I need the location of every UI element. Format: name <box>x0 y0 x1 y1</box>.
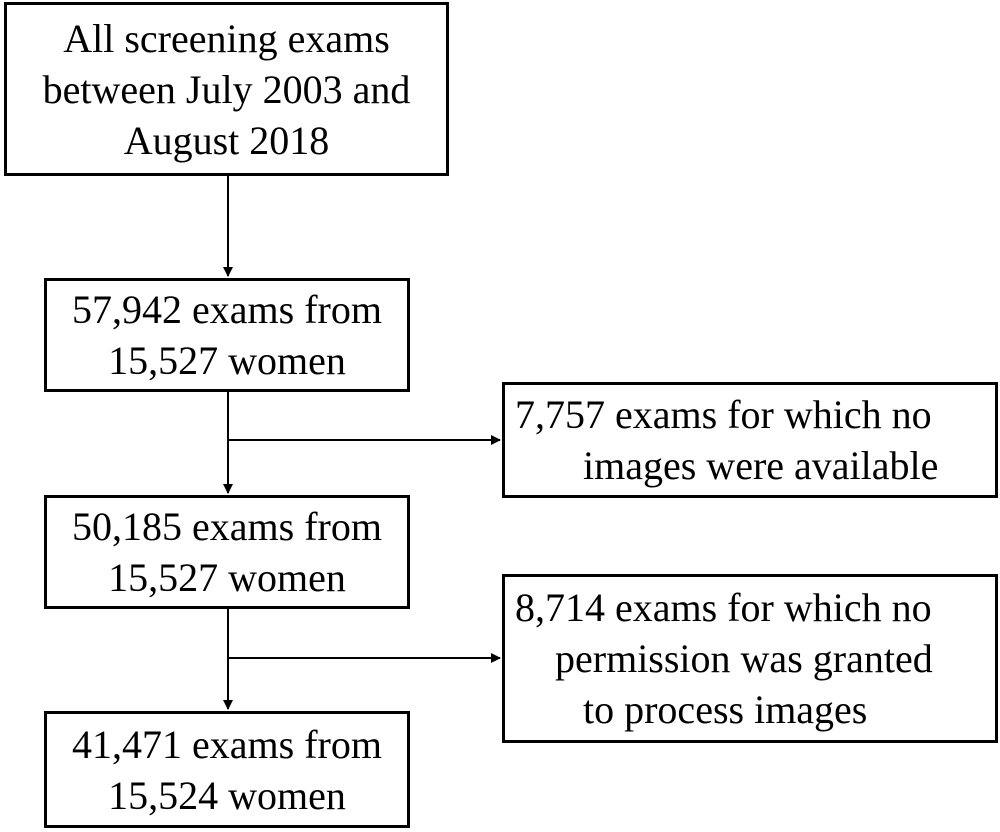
node-text-line: 57,942 exams from <box>72 287 382 332</box>
node-text-line: to process images <box>583 687 868 732</box>
node-text-line: 41,471 exams from <box>72 721 382 767</box>
node-50185-exams <box>44 495 410 609</box>
node-text-line: permission was granted <box>555 636 933 681</box>
node-text-line: 15,527 women <box>108 338 346 383</box>
node-text-line: 7,757 exams for which no <box>515 392 932 437</box>
node-text-line: 15,527 women <box>108 555 346 600</box>
node-text-line: 50,185 exams from <box>72 504 382 549</box>
node-exclusion-no-images <box>502 382 998 498</box>
node-text-line: August 2018 <box>123 117 330 163</box>
node-text-line: between July 2003 and <box>42 66 411 112</box>
node-text-line: 8,714 exams for which no <box>515 585 932 630</box>
node-57942-exams <box>44 278 410 392</box>
node-41471-exams <box>44 711 410 828</box>
node-text-line: All screening exams <box>63 15 390 61</box>
node-text-line: 15,524 women <box>108 772 346 818</box>
node-exclusion-no-permission <box>502 574 998 743</box>
node-all-screening-exams <box>4 2 449 176</box>
node-text-line: images were available <box>583 443 939 488</box>
